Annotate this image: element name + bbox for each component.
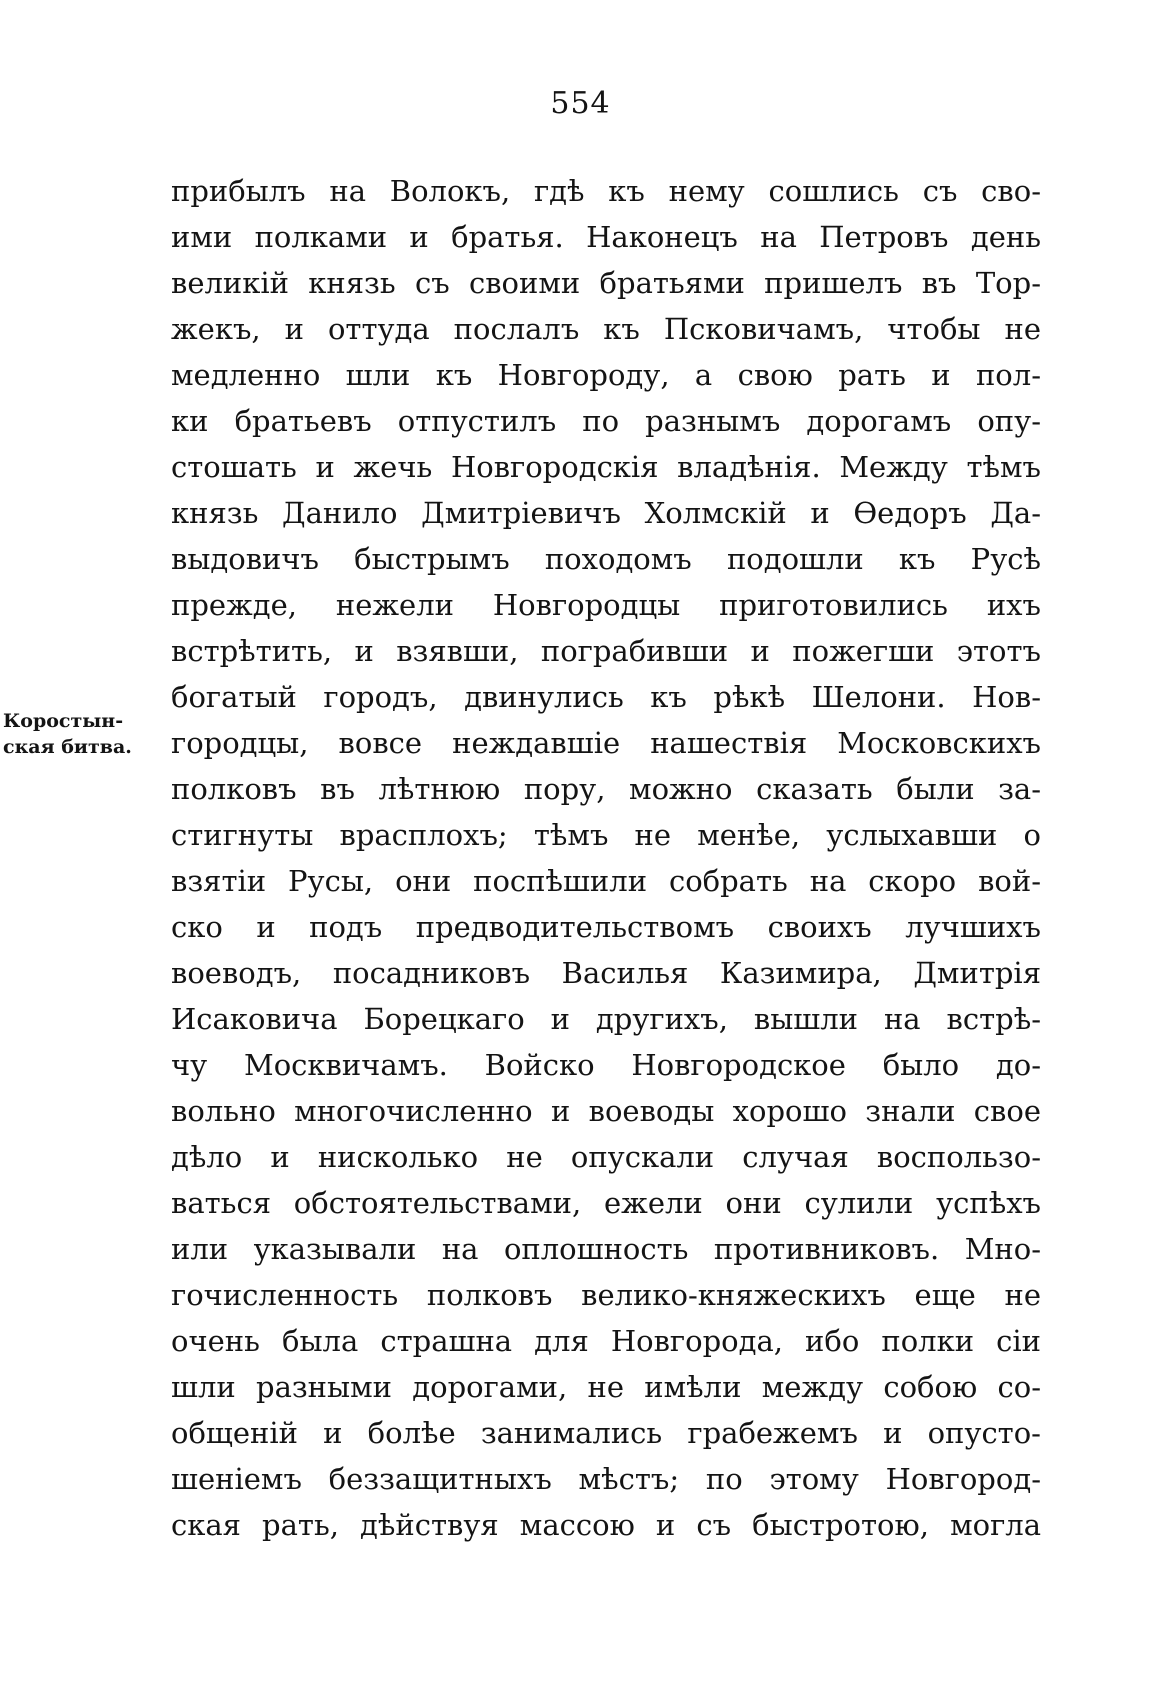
text-line: ваться обстоятельствами, ежели они сулили успѣхъ [171, 1186, 1041, 1220]
text-line: прибылъ на Волокъ, гдѣ къ нему сошлись съ сво- [171, 174, 1041, 208]
page-number: 554 [550, 86, 611, 121]
margin-note [3, 708, 153, 760]
margin-note-line: ская битва. [3, 736, 132, 758]
text-line: взятiи Русы, они поспѣшили собрать на скоро вой- [171, 864, 1041, 898]
text-line: жекъ, и оттуда послалъ къ Псковичамъ, чтобы не [171, 312, 1041, 346]
margin-note-line: Коростын- [3, 710, 124, 732]
text-line: полковъ въ лѣтнюю пору, можно сказать были за- [171, 772, 1041, 806]
text-line: Исаковича Борецкаго и другихъ, вышли на встрѣ- [171, 1002, 1041, 1036]
text-line: шли разными дорогами, не имѣли между собою со- [171, 1370, 1041, 1404]
text-line: ими полками и братья. Наконецъ на Петровъ день [171, 220, 1041, 254]
text-line: выдовичъ быстрымъ походомъ подошли къ Русѣ [171, 542, 1041, 576]
text-line: или указывали на оплошность противниковъ. Мно- [171, 1232, 1041, 1266]
text-line: воеводъ, посадниковъ Василья Казимира, Дмитрiя [171, 956, 1041, 990]
text-line: прежде, нежели Новгородцы приготовились ихъ [171, 588, 1041, 622]
text-line: шенiемъ беззащитныхъ мѣстъ; по этому Новгород- [171, 1462, 1041, 1496]
text-line: встрѣтить, и взявши, пограбивши и пожегши этотъ [171, 634, 1041, 668]
text-line: вольно многочисленно и воеводы хорошо знали свое [171, 1094, 1041, 1128]
text-line: гочисленность полковъ велико-княжескихъ еще не [171, 1278, 1041, 1312]
text-line: медленно шли къ Новгороду, а свою рать и пол- [171, 358, 1041, 392]
text-line: дѣло и нисколько не опускали случая воспользо- [171, 1140, 1041, 1174]
text-line: стигнуты врасплохъ; тѣмъ не менѣе, услыхавши о [171, 818, 1041, 852]
text-line: великiй князь съ своими братьями пришелъ въ Тор- [171, 266, 1041, 300]
text-line: князь Данило Дмитрiевичъ Холмскiй и Өедоръ Да- [171, 496, 1041, 530]
text-line: ская рать, дѣйствуя массою и съ быстротою, могла [171, 1508, 1041, 1542]
text-line: общенiй и болѣе занимались грабежемъ и опусто- [171, 1416, 1041, 1450]
text-line: ско и подъ предводительствомъ своихъ лучшихъ [171, 910, 1041, 944]
body-text [171, 168, 1041, 1548]
text-line: очень была страшна для Новгорода, ибо полки сiи [171, 1324, 1041, 1358]
text-line: богатый городъ, двинулись къ рѣкѣ Шелони. Нов- [171, 680, 1041, 714]
text-line: чу Москвичамъ. Войско Новгородское было до- [171, 1048, 1041, 1082]
text-line: стошать и жечь Новгородскiя владѣнiя. Между тѣмъ [171, 450, 1041, 484]
text-line: городцы, вовсе неждавшiе нашествiя Московскихъ [171, 726, 1041, 760]
text-line: ки братьевъ отпустилъ по разнымъ дорогамъ опу- [171, 404, 1041, 438]
